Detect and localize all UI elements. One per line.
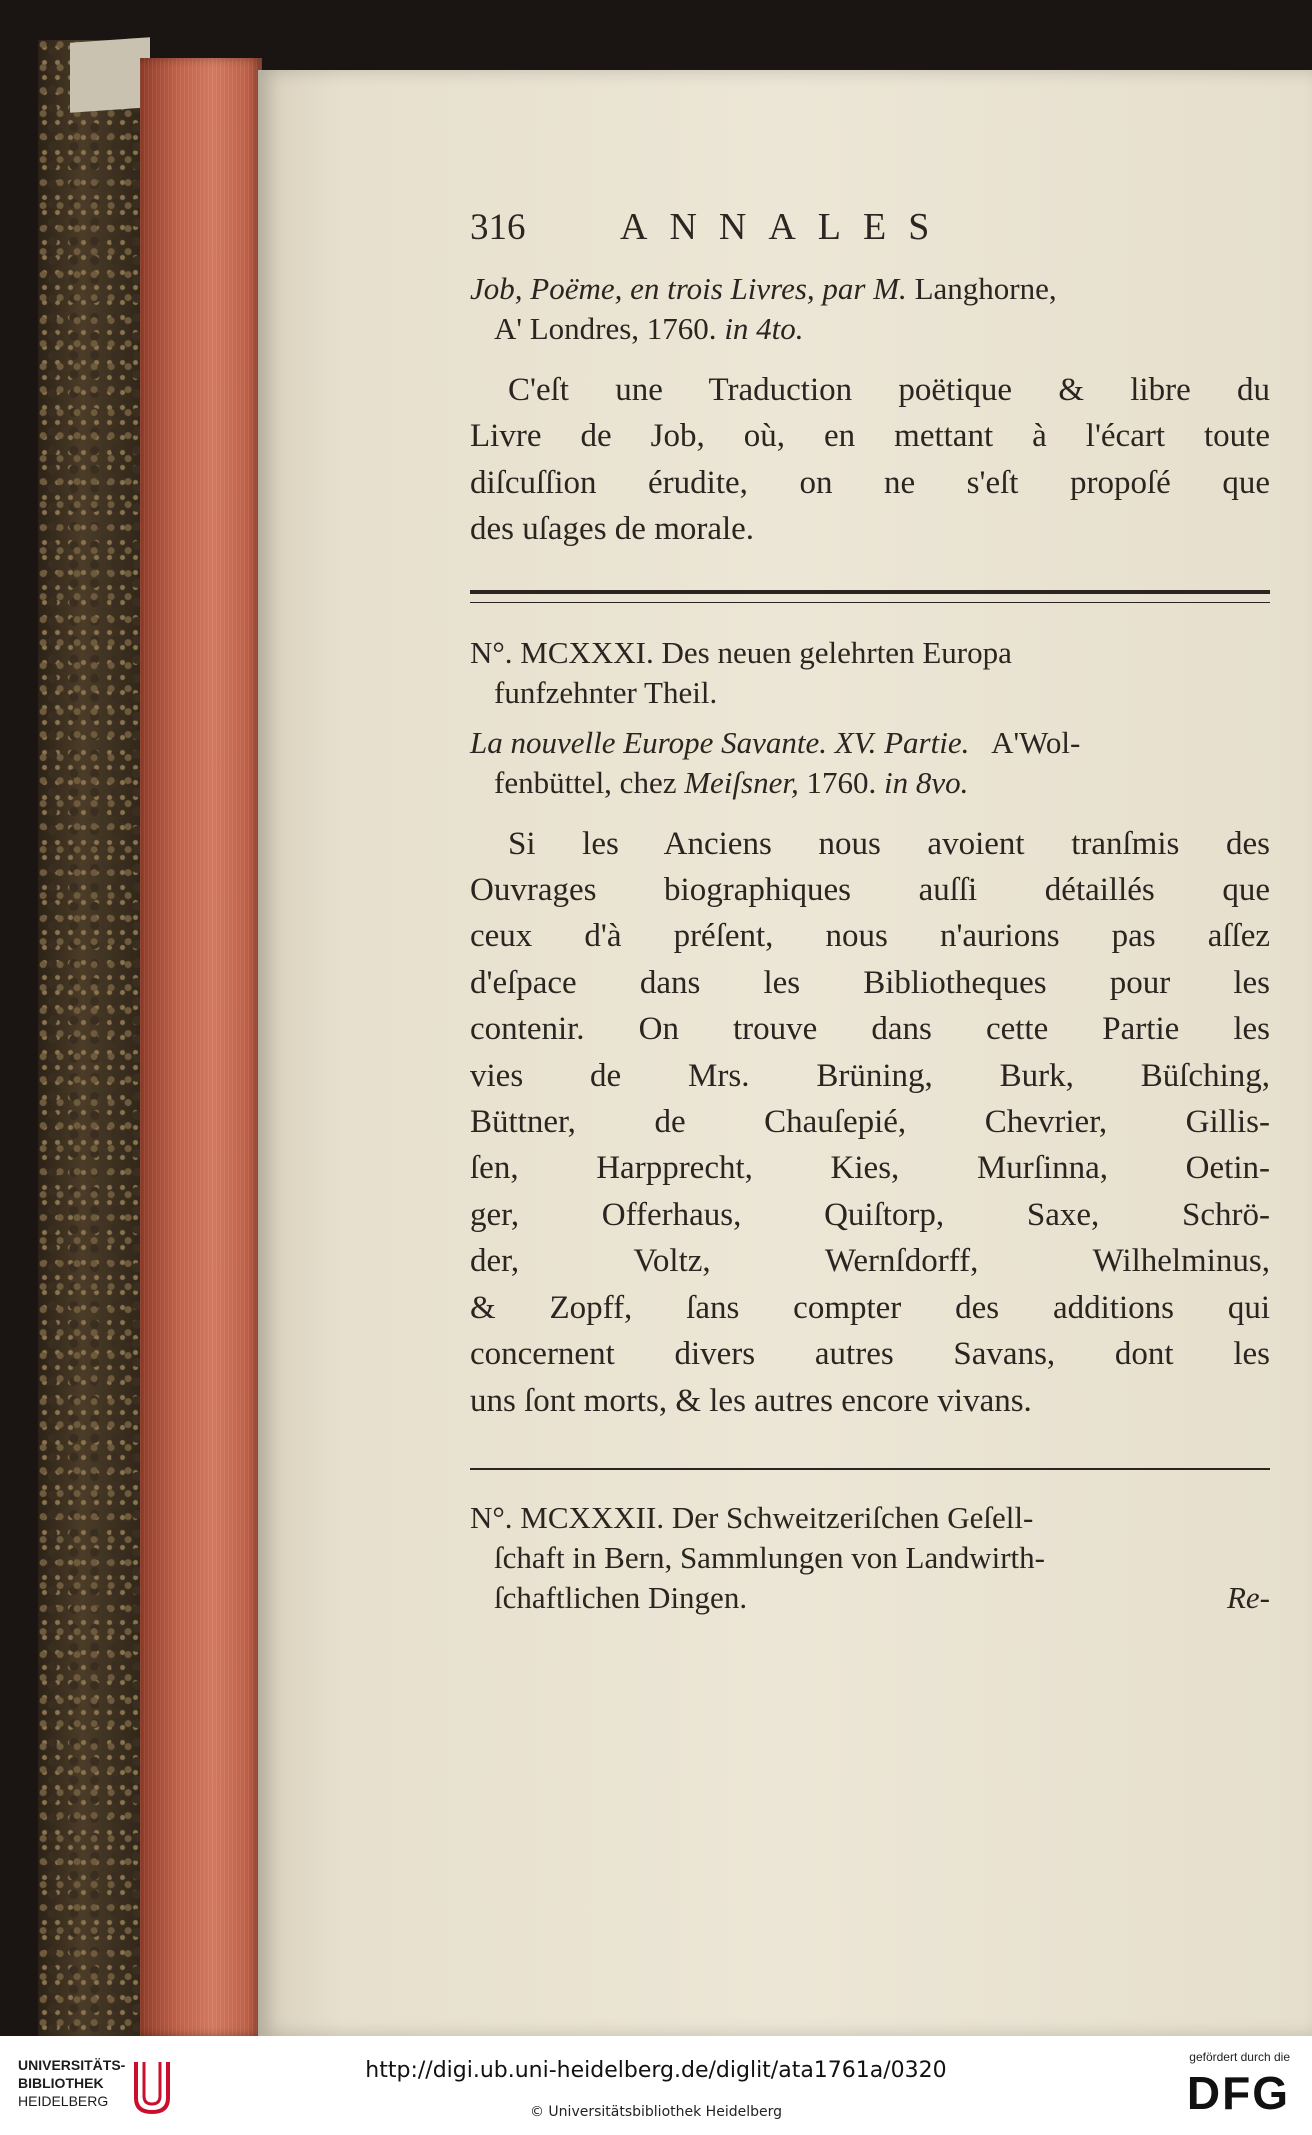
funding-note: gefördert durch die (1189, 2050, 1290, 2064)
paragraph-1131-review (470, 821, 1270, 1424)
marbled-cover-board (38, 40, 150, 2036)
paragraph-job-review (470, 367, 1270, 553)
entry-1131-line-3 (470, 723, 1270, 763)
running-head: ANNALES (620, 206, 952, 248)
red-sprinkled-page-edge (140, 58, 262, 2036)
text-line: Livre de Job, où, en mettant à l'écart toute (470, 418, 1270, 455)
double-rule-divider (470, 590, 1270, 603)
cover-paper-corner (70, 37, 150, 113)
text-line: C'eſt une Traduction poëtique & libre du (508, 372, 1270, 408)
text-line: concernent divers autres Savans, dont les (470, 1336, 1270, 1373)
text-line: & Zopff, ſans compter des additions qui (470, 1289, 1270, 1326)
single-rule-divider (470, 1468, 1270, 1470)
library-name-line-2: BIBLIOTHEK (18, 2075, 104, 2091)
entry-job-author: Langhorne, (914, 271, 1057, 306)
page-header (470, 205, 1270, 269)
text-line: der, Voltz, Wernſdorff, Wilhelminus, (470, 1243, 1270, 1280)
entry-job-line-1 (470, 269, 1270, 309)
text-line: d'eſpace dans les Bibliotheques pour les (470, 964, 1270, 1001)
entry-1131-french-title: La nouvelle Europe Savante. XV. Partie. (470, 724, 970, 760)
text-line: ceux d'à préſent, nous n'aurions pas aſſez (470, 918, 1270, 955)
library-name-line-1: UNIVERSITÄTS- (18, 2057, 126, 2073)
entry-1131-format: in 8vo. (883, 764, 969, 800)
entry-1132-line-3 (470, 1578, 1270, 1618)
entry-job-format: in 4to. (724, 311, 804, 346)
entry-job-imprint: A' Londres, 1760. (494, 311, 717, 346)
entry-1132-line-1: N°. MCXXXII. Der Schweitzeriſchen Geſell- (470, 1499, 1034, 1535)
viewer-footer (0, 2036, 1312, 2135)
entry-job-line-2 (470, 309, 1270, 349)
entry-1131-year: 1760. (806, 764, 877, 800)
page-number: 316 (470, 207, 526, 248)
entry-1132-text: ſchaftlichen Dingen. (494, 1579, 748, 1615)
text-line: diſcuſſion érudite, on ne s'eſt propoſé que (470, 464, 1270, 501)
catchword: Re- (1226, 1579, 1270, 1615)
permalink-url[interactable]: http://digi.ub.uni-heidelberg.de/diglit/ata1761a/0320 (365, 2058, 947, 2083)
entry-1131-place: A'Wol- (991, 724, 1081, 760)
library-name-line-3: HEIDELBERG (18, 2093, 109, 2109)
text-line: contenir. On trouve dans cette Partie les (470, 1011, 1270, 1048)
page-text-block (470, 205, 1270, 1618)
copyright-notice: © Universitätsbibliothek Heidelberg (529, 2104, 782, 2120)
entry-1131-line-2: funfzehnter Theil. (494, 674, 718, 710)
text-line: ſen, Harpprecht, Kies, Murſinna, Oetin- (470, 1150, 1270, 1187)
entry-1131-line-4 (470, 763, 1270, 803)
text-line: uns ſont morts, & les autres encore vivans. (470, 1382, 1032, 1419)
entry-1131-publisher-prefix: fenbüttel, chez (494, 764, 677, 800)
text-line: vies de Mrs. Brüning, Burk, Büſching, (470, 1057, 1270, 1094)
text-line: ger, Offerhaus, Quiſtorp, Saxe, Schrö- (470, 1196, 1270, 1233)
text-line: des uſages de morale. (470, 511, 755, 548)
entry-1131-publisher: Meiſsner, (684, 764, 799, 800)
entry-job-title: Job, Poëme, en trois Livres, par M. (470, 271, 907, 306)
text-line: Ouvrages biographiques auſſi détaillés que (470, 872, 1270, 909)
entry-1132-line-2: ſchaft in Bern, Sammlungen von Landwirth- (494, 1539, 1045, 1575)
text-line: Büttner, de Chauſepié, Chevrier, Gillis- (470, 1104, 1270, 1141)
dfg-logo: DFG (1186, 2067, 1290, 2119)
text-line: Si les Anciens nous avoient tranſmis des (508, 825, 1270, 862)
entry-1131-line-1: N°. MCXXXI. Des neuen gelehrten Europa (470, 634, 1012, 670)
